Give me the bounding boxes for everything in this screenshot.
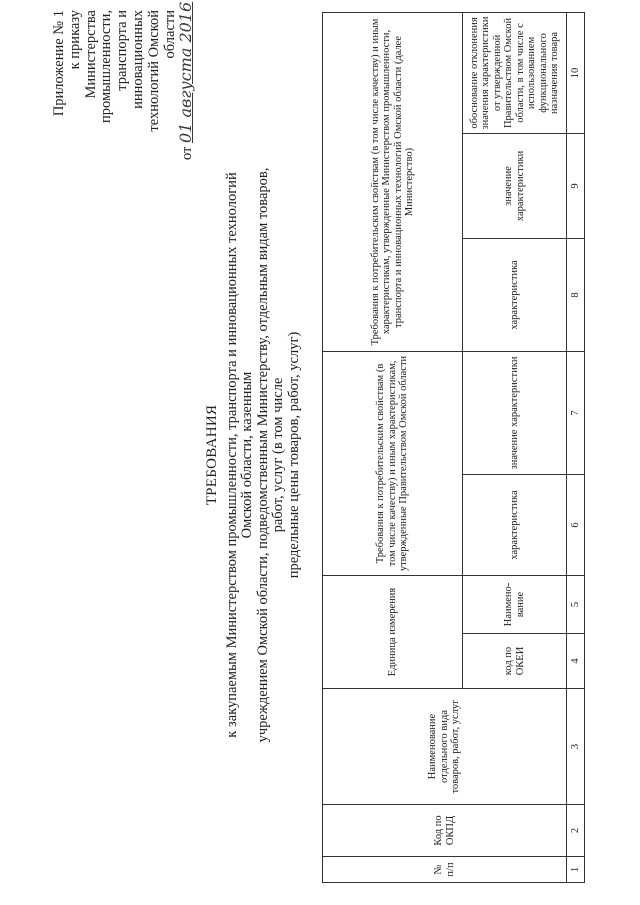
- column-number-row: [567, 12, 585, 882]
- title-line-1: к закупаемым Министерством промышленности, транспорта и инновационных технологий Омской области, казенным: [223, 172, 256, 738]
- column-number: 4: [567, 634, 585, 689]
- header-unit-name: Наимено-вание: [463, 575, 567, 633]
- header-no: № п/п: [323, 857, 567, 883]
- appendix-line-1: Приложение № 1: [51, 10, 67, 117]
- column-number: 7: [567, 351, 585, 474]
- document-title: [205, 155, 303, 755]
- title-line-2: учреждением Омской области, подведомственным Министерству, отдельным видам товаров, работ, услуг (в том числе: [254, 167, 287, 743]
- appendix-block: [51, 1, 196, 160]
- appendix-date-line: [176, 1, 196, 160]
- header-ministry-characteristic: характеристика: [463, 238, 567, 351]
- header-gov-value: значение характеристики: [463, 351, 567, 474]
- header-ministry-value: значение характеристики: [463, 133, 567, 238]
- column-number: 8: [567, 238, 585, 351]
- header-okpd: Код по ОКПД: [323, 805, 567, 857]
- date-prefix: от: [179, 146, 196, 160]
- column-number: 2: [567, 805, 585, 857]
- title-line-3: предельные цены товаров, работ, услуг): [285, 331, 302, 579]
- column-number: 9: [567, 133, 585, 238]
- column-number: 5: [567, 575, 585, 633]
- appendix-line-5: области: [161, 10, 178, 59]
- table-header-row-1: [323, 12, 463, 882]
- header-unit-code: код по ОКЕИ: [463, 634, 567, 689]
- handwritten-date: 01 августа 2016: [176, 1, 196, 143]
- column-number: 1: [567, 857, 585, 883]
- column-number: 10: [567, 12, 585, 133]
- title-heading: ТРЕБОВАНИЯ: [204, 404, 220, 506]
- appendix-line-4: инновационных технологий Омской: [129, 10, 162, 132]
- column-number: 3: [567, 689, 585, 805]
- appendix-line-3: промышленности, транспорта и: [98, 10, 131, 124]
- header-gov-requirements: Требования к потребительским свойствам (в том числе качеству) и иным характеристикам, утвержденные Правительством Омской области: [323, 351, 463, 575]
- column-number: 6: [567, 474, 585, 575]
- requirements-table: [322, 12, 585, 883]
- appendix-line-2: к приказу Министерства: [66, 10, 99, 99]
- header-gov-characteristic: характеристика: [463, 474, 567, 575]
- header-unit: Единица измерения: [323, 575, 463, 688]
- header-ministry-requirements: Требования к потребительским свойствам (в том числе качеству) и иным характеристикам, утвержденные Министерством промышленности, транспорта и инновационных технологий Омской области (далее Министерство): [323, 12, 463, 351]
- header-ministry-justification: обоснование отклонения значения характеристики от утвержденной Правительством Омской области, в том числе с использованием функционального назначения товара: [463, 12, 567, 133]
- header-item-name: Наименование отдельного вида товаров, работ, услуг: [323, 689, 567, 805]
